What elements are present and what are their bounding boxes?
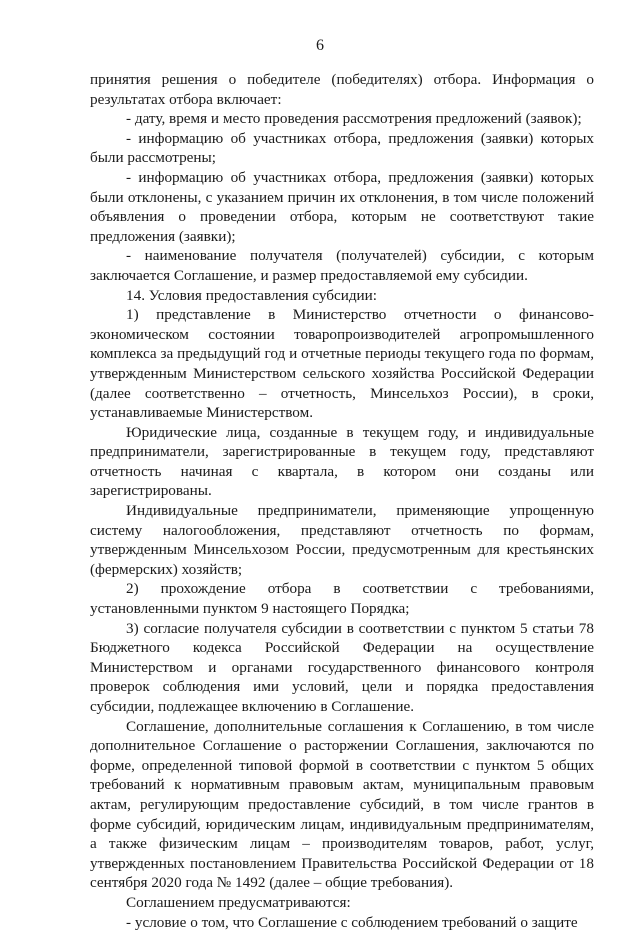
paragraph: - информацию об участниках отбора, предложения (заявки) которых были рассмотрены; — [90, 129, 594, 167]
paragraph: - условие о том, что Соглашение с соблюдением требований о защите — [126, 913, 578, 931]
paragraph: Юридические лица, созданные в текущем году, и индивидуальные предприниматели, зарегистрированные в текущем году, представляют отчетность начиная с квартала, в котором они созданы или зарегистрированы. — [90, 423, 594, 500]
document-body — [90, 70, 594, 932]
page-number: 6 — [316, 37, 324, 54]
paragraph: 1) представление в Министерство отчетности о финансово-экономическом состоянии товаропроизводителей агропромышленного комплекса за предыдущий год и отчетные периоды текущего года по формам, утвержденным Министерством сельского хозяйства Российской Федерации (далее соответственно – отчетность, Минсельхоз России), в сроки, устанавливаемые Министерством. — [90, 306, 594, 422]
paragraph: - информацию об участниках отбора, предложения (заявки) которых были отклонены, с указанием причин их отклонения, в том числе положений объявления о проведении отбора, которым не соответствуют такие предложения (заявки); — [90, 168, 594, 245]
paragraph: - наименование получателя (получателей) субсидии, с которым заключается Соглашение, и размер предоставляемой ему субсидии. — [90, 247, 594, 284]
section-heading: 14. Условия предоставления субсидии: — [126, 286, 378, 304]
paragraph: принятия решения о победителе (победителях) отбора. Информация о результатах отбора включает: — [90, 71, 594, 108]
paragraph: 3) согласие получателя субсидии в соответствии с пунктом 5 статьи 78 Бюджетного кодекса Российской Федерации на осуществление Министерством и органами государственного финансового контроля проверок соблюдения ими условий, цели и порядка предоставления субсидии, подлежащее включению в Соглашение. — [90, 619, 594, 715]
paragraph: - дату, время и место проведения рассмотрения предложений (заявок); — [126, 110, 582, 128]
paragraph: Соглашением предусматриваются: — [126, 893, 351, 911]
paragraph: Соглашение, дополнительные соглашения к Соглашению, в том числе дополнительное Соглашение о расторжении Соглашения, заключаются по форме, определенной типовой формой в соответствии с пунктом 5 общих требований к нормативным правовым актам, муниципальным правовым актам, регулирующим предоставление субсидий, в том числе грантов в форме субсидий, юридическим лицам, индивидуальным предпринимателям, а также физическим лицам – производителям товаров, работ, услуг, утвержденных постановлением Правительства Российской Федерации от 18 сентября 2020 года № 1492 (далее – общие требования). — [90, 717, 594, 892]
paragraph: 2) прохождение отбора в соответствии с требованиями, установленными пунктом 9 настоящего Порядка; — [90, 580, 594, 618]
paragraph: Индивидуальные предприниматели, применяющие упрощенную систему налогообложения, представляют отчетность по формам, утвержденным Минсельхозом России, предусмотренным для крестьянских (фермерских) хозяйств; — [90, 502, 594, 578]
